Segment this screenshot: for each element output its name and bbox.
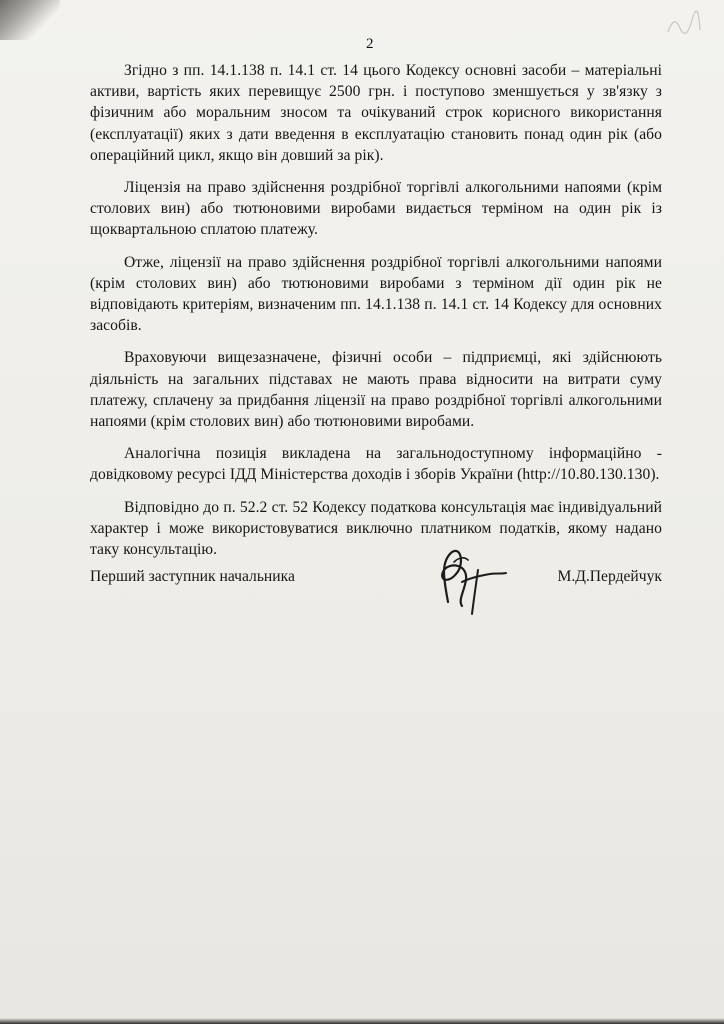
- paragraph: Враховуючи вищезазначене, фізичні особи – підприємці, які здійснюють діяльність на загальних підставах не мають права відносити на витрати суму платежу, сплачену за придбання ліцензії на право роздрібної торгівлі алкогольними напоями (крім столових вин) або тютюновими виробами.: [90, 349, 662, 431]
- paragraph: Ліцензія на право здійснення роздрібної торгівлі алкогольними напоями (крім столових вин) або тютюновими виробами видається терміном на один рік із щоквартальною сплатою платежу.: [90, 179, 662, 239]
- signer-title: Перший заступник начальника: [90, 568, 295, 585]
- scan-bottom-edge: [0, 1018, 724, 1024]
- document-body: [90, 60, 662, 571]
- pencil-mark-icon: [664, 10, 704, 40]
- page-number: 2: [366, 36, 374, 52]
- paragraph: Відповідно до п. 52.2 ст. 52 Кодексу податкова консультація має індивідуальний характер і може використовуватися виключно платником податків, якому надано таку консультацію.: [90, 498, 662, 559]
- paragraph: Згідно з пп. 14.1.138 п. 14.1 ст. 14 цього Кодексу основні засоби – матеріальні активи, вартість яких перевищує 2500 грн. і поступово зменшується у зв'язку з фізичним або моральним зносом та очікуваний строк корисного використання (експлуатації) яких з дати введення в експлуатацію становить понад один рік (або операційний цикл, якщо він довший за рік).: [90, 62, 662, 164]
- signer-name: М.Д.Пердейчук: [557, 568, 662, 585]
- signature-block: [90, 568, 662, 592]
- paragraph: Отже, ліцензії на право здійснення роздрібної торгівлі алкогольними напоями (крім столових вин) або тютюновими виробами з терміном дії один рік не відповідають критеріям, визначеним пп. 14.1.138 п. 14.1 ст. 14 Кодексу для основних засобів.: [90, 253, 662, 335]
- handwritten-signature-icon: [418, 540, 508, 620]
- folded-corner-shadow: [0, 0, 60, 40]
- paragraph: Аналогічна позиція викладена на загальнодоступному інформаційно - довідковому ресурсі ІДД Міністерства доходів і зборів України (http://10.80.130.130).: [90, 445, 662, 484]
